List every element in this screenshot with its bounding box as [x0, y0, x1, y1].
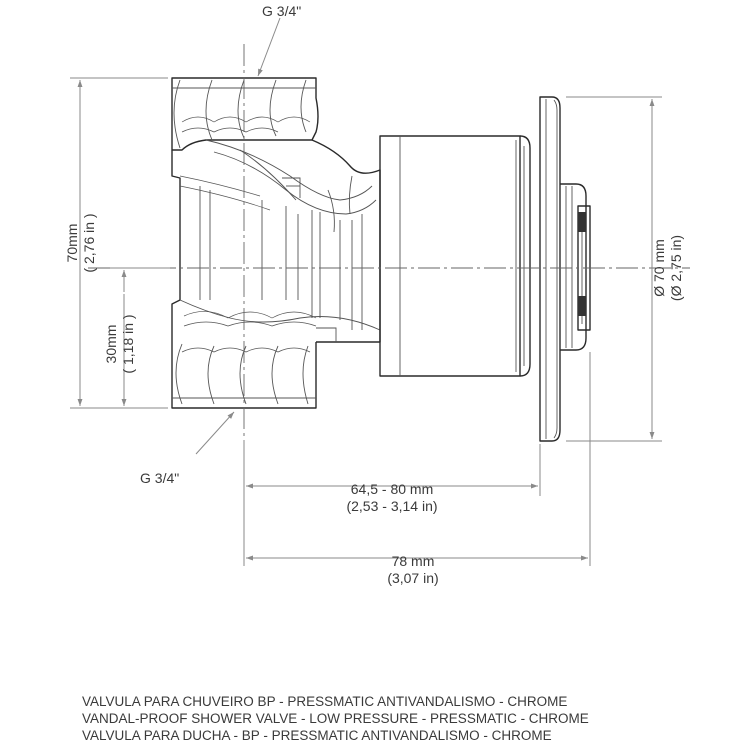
caption-line-pt: VALVULA PARA CHUVEIRO BP - PRESSMATIC ANTIVANDALISMO - CHROME: [82, 694, 568, 709]
center-lines: [88, 44, 690, 440]
dimension-diameter-70: [566, 97, 662, 441]
range-mm-label: 64,5 - 80 mm: [350, 481, 434, 497]
dimension-offset-30: [110, 268, 170, 406]
depth-in-label: (3,07 in): [387, 570, 439, 586]
offset-in-label: ( 1,18 in ): [120, 314, 136, 374]
diameter-mm-label: Ø 70 mm: [651, 239, 667, 297]
thread-label-top: G 3/4": [262, 3, 302, 19]
caption-line-es: VALVULA PARA DUCHA - BP - PRESSMATIC ANTIVANDALISMO - CHROME: [82, 728, 552, 743]
offset-mm-label: 30mm: [103, 324, 119, 364]
product-caption: [82, 693, 589, 744]
push-button: [560, 184, 590, 350]
depth-mm-label: 78 mm: [391, 553, 435, 569]
valve-body: [172, 78, 380, 408]
thread-label-bottom: G 3/4": [140, 470, 180, 486]
range-in-label: (2,53 - 3,14 in): [346, 498, 438, 514]
escutcheon-cylinder: [380, 136, 530, 376]
caption-line-en: VANDAL-PROOF SHOWER VALVE - LOW PRESSURE - PRESSMATIC - CHROME: [82, 711, 589, 726]
thread-leader-bottom: [196, 412, 234, 454]
height-mm-label: 70mm: [64, 223, 80, 263]
dimension-depth-78: [246, 352, 590, 566]
wall-plate: [540, 97, 560, 441]
thread-leader-top: [258, 18, 280, 76]
height-in-label: ( 2,76 in ): [81, 213, 97, 273]
diameter-in-label: (Ø 2,75 in): [668, 234, 684, 302]
